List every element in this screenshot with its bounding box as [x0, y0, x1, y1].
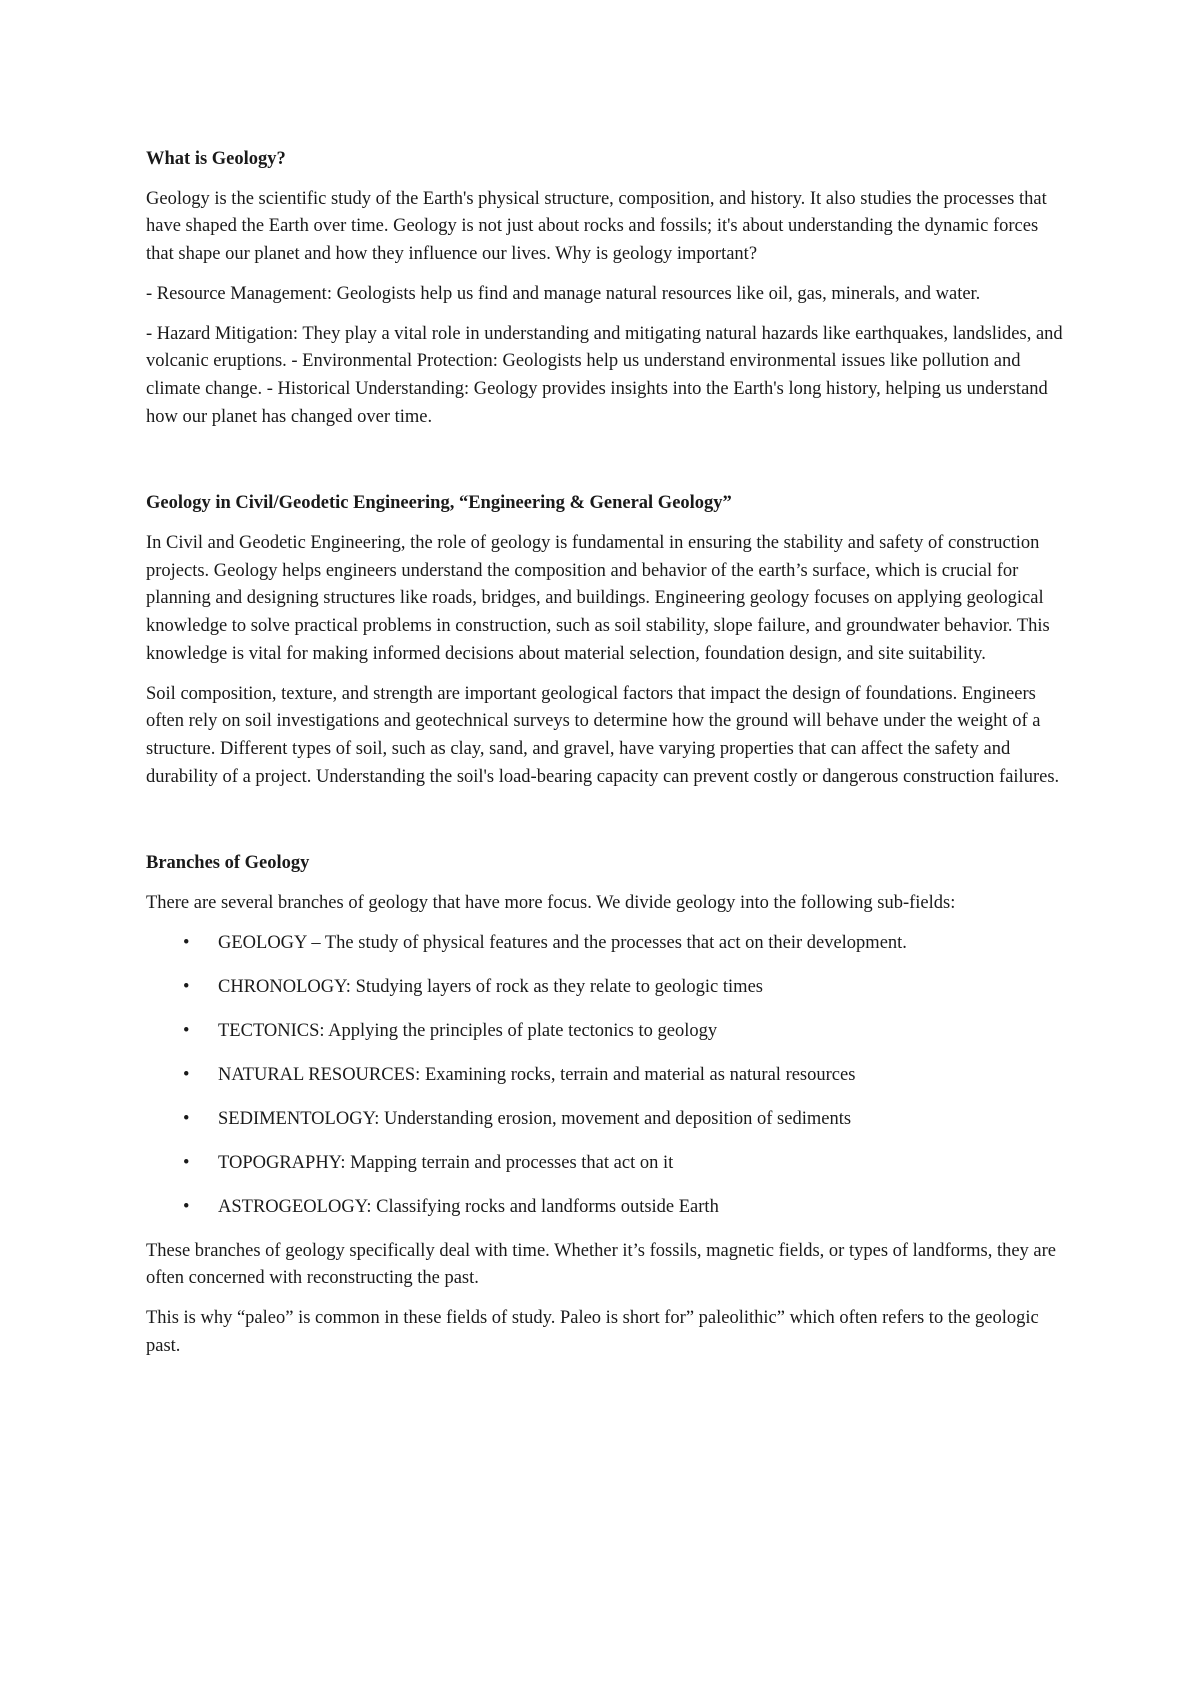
paragraph: - Resource Management: Geologists help us find and manage natural resources like oil, gas, minerals, and water. — [146, 283, 981, 304]
section-spacer — [146, 443, 1066, 490]
list-item — [146, 1106, 1066, 1134]
paragraph: - Hazard Mitigation: They play a vital role in understanding and mitigating natural hazards like earthquakes, landslides, and volcanic eruptions. - Environmental Protection: Geologists help us understand environmental issues like pollution and climate change. - Historical Understanding: Geology provides insights into the Earth's long history, helping us understand how our planet has changed over time. — [146, 323, 1063, 427]
bullet-icon: • — [183, 1108, 190, 1129]
list-item-text: SEDIMENTOLOGY: Understanding erosion, movement and deposition of sediments — [218, 1108, 852, 1129]
bullet-icon: • — [183, 932, 190, 953]
paragraph: In Civil and Geodetic Engineering, the role of geology is fundamental in ensuring the stability and safety of construction projects. Geology helps engineers understand the composition and behavior of the earth’s surface, which is crucial for planning and designing structures like roads, bridges, and buildings. Engineering geology focuses on applying geological knowledge to solve practical problems in construction, such as soil stability, slope failure, and groundwater behavior. This knowledge is vital for making informed decisions about material selection, foundation design, and site suitability. — [146, 533, 1050, 664]
list-item-text: TECTONICS: Applying the principles of plate tectonics to geology — [218, 1020, 718, 1041]
branches-list — [146, 930, 1066, 1222]
list-item — [146, 1194, 1066, 1222]
paragraph: Geology is the scientific study of the Earth's physical structure, composition, and history. It also studies the processes that have shaped the Earth over time. Geology is not just about rocks and fossils; it's about understanding the dynamic forces that shape our planet and how they influence our lives. Why is geology important? — [146, 188, 1047, 265]
document-page — [146, 146, 1066, 1373]
paragraph: Soil composition, texture, and strength are important geological factors that impact the design of foundations. Engineers often rely on soil investigations and geotechnical surveys to determine how the ground will behave under the weight of a structure. Different types of soil, such as clay, sand, and gravel, have varying properties that can affect the safety and durability of a project. Understanding the soil's load-bearing capacity can prevent costly or dangerous construction failures. — [146, 683, 1060, 787]
paragraph: There are several branches of geology that have more focus. We divide geology into the following sub-fields: — [146, 893, 956, 914]
paragraph: This is why “paleo” is common in these fields of study. Paleo is short for” paleolithic” which often refers to the geologic past. — [146, 1308, 1039, 1356]
bullet-icon: • — [183, 1020, 190, 1041]
list-item — [146, 974, 1066, 1002]
paragraph: These branches of geology specifically deal with time. Whether it’s fossils, magnetic fields, or types of landforms, they are often concerned with reconstructing the past. — [146, 1240, 1057, 1289]
list-item-text: TOPOGRAPHY: Mapping terrain and processes that act on it — [218, 1152, 674, 1173]
section-spacer — [146, 803, 1066, 850]
list-item-text: ASTROGEOLOGY: Classifying rocks and landforms outside Earth — [218, 1196, 719, 1217]
bullet-icon: • — [183, 1152, 190, 1173]
list-item — [146, 1018, 1066, 1046]
bullet-icon: • — [183, 1196, 190, 1217]
list-item-text: NATURAL RESOURCES: Examining rocks, terrain and material as natural resources — [218, 1064, 856, 1085]
list-item — [146, 1150, 1066, 1178]
section-heading-engineering-geology: Geology in Civil/Geodetic Engineering, “Engineering & General Geology” — [146, 493, 732, 514]
bullet-icon: • — [183, 976, 190, 997]
list-item-text: CHRONOLOGY: Studying layers of rock as they relate to geologic times — [218, 976, 763, 997]
section-heading-what-is-geology: What is Geology? — [146, 149, 286, 169]
bullet-icon: • — [183, 1064, 190, 1085]
list-item-text: GEOLOGY – The study of physical features and the processes that act on their development. — [218, 932, 907, 953]
section-heading-branches-of-geology: Branches of Geology — [146, 853, 310, 874]
list-item — [146, 930, 1066, 958]
list-item — [146, 1062, 1066, 1090]
